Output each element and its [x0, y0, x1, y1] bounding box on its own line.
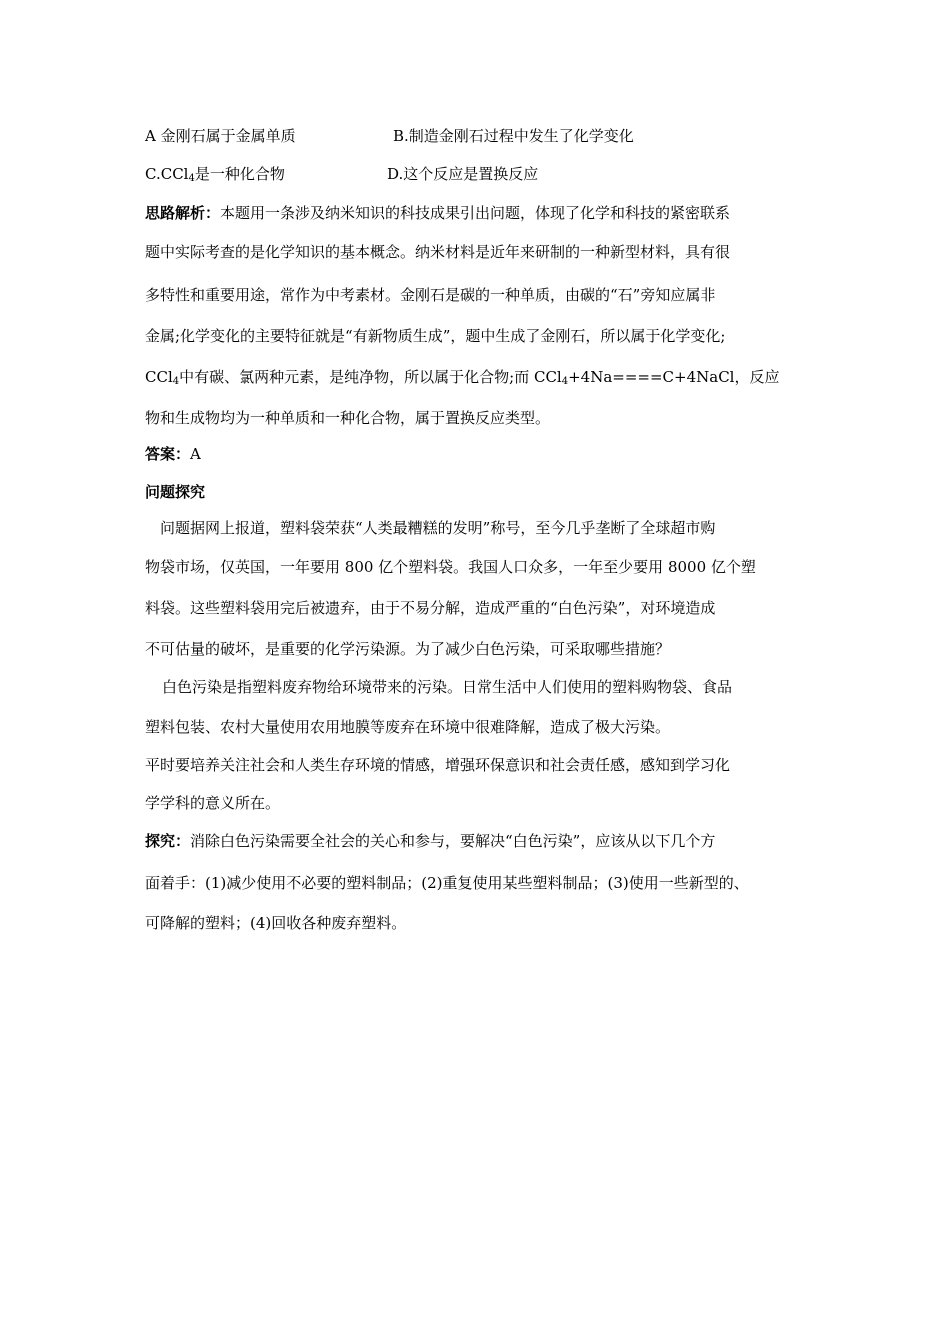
explore-line-2: 面着手：(1)减少使用不必要的塑料制品；(2)重复使用某些塑料制品；(3)使用一些新型的、	[145, 874, 749, 892]
analysis-line-4: 金属;化学变化的主要特征就是“有新物质生成”，题中生成了金刚石，所以属于化学变化;	[145, 327, 726, 345]
analysis-line-2: 题中实际考查的是化学知识的基本概念。纳米材料是近年来研制的一种新型材料，具有很	[145, 243, 731, 261]
option-c-prefix: C.CCl	[145, 165, 189, 183]
answer-line	[145, 444, 201, 464]
analysis-subscript-2: 4	[561, 376, 569, 387]
inquiry-p1-line-3: 料袋。这些塑料袋用完后被遗弃，由于不易分解，造成严重的“白色污染”，对环境造成	[145, 599, 716, 617]
options-row-1	[145, 126, 634, 146]
inquiry-p1-line-4: 不可估量的破坏，是重要的化学污染源。为了减少白色污染，可采取哪些措施？	[145, 640, 671, 658]
inquiry-p2-line-1: 白色污染是指塑料废弃物给环境带来的污染。日常生活中人们使用的塑料购物袋、食品	[162, 678, 733, 696]
analysis-line-1	[145, 203, 730, 223]
option-c-suffix: 是一种化合物	[194, 165, 285, 183]
explore-text-1: 消除白色污染需要全社会的关心和参与，要解决“白色污染”，应该从以下几个方	[190, 832, 716, 850]
answer-label: 答案：	[145, 445, 191, 463]
analysis-text-1: 本题用一条涉及纳米知识的科技成果引出问题，体现了化学和科技的紧密联系	[220, 204, 731, 222]
inquiry-heading: 问题探究	[145, 483, 206, 501]
inquiry-p1-line-2: 物袋市场，仅英国，一年要用 800 亿个塑料袋。我国人口众多，一年至少要用 8000 亿个塑	[145, 558, 756, 576]
analysis-line-6: 物和生成物均为一种单质和一种化合物，属于置换反应类型。	[145, 409, 551, 427]
option-c	[145, 165, 285, 183]
analysis-line-3: 多特性和重要用途，常作为中考素材。金刚石是碳的一种单质，由碳的“石”旁知应属非	[145, 286, 716, 304]
inquiry-p3-line-1: 平时要培养关注社会和人类生存环境的情感，增强环保意识和社会责任感，感知到学习化	[145, 756, 731, 774]
analysis-line-5	[145, 367, 779, 387]
inquiry-p3-line-2: 学学科的意义所在。	[145, 794, 281, 812]
analysis-label: 思路解析：	[145, 204, 221, 222]
option-c-subscript: 4	[188, 173, 195, 184]
answer-value: A	[190, 445, 201, 463]
analysis-text-5c: +4Na====C+4NaCl，反应	[568, 368, 780, 386]
option-b: B.制造金刚石过程中发生了化学变化	[393, 127, 634, 145]
analysis-text-5b: 中有碳、氯两种元素，是纯净物，所以属于化合物;而 CCl	[179, 368, 562, 386]
analysis-ccl-1: CCl	[145, 368, 173, 386]
analysis-subscript-1: 4	[172, 376, 180, 387]
option-d: D.这个反应是置换反应	[387, 165, 539, 183]
inquiry-p1-line-1: 问题据网上报道，塑料袋荣获“人类最糟糕的发明”称号，至今几乎垄断了全球超市购	[160, 519, 716, 537]
options-row-2	[145, 164, 539, 184]
explore-line-1	[145, 831, 715, 851]
explore-line-3: 可降解的塑料；(4)回收各种废弃塑料。	[145, 914, 407, 932]
explore-label: 探究：	[145, 832, 191, 850]
option-a: A 金刚石属于金属单质	[145, 127, 296, 145]
inquiry-p2-line-2: 塑料包装、农村大量使用农用地膜等废弃在环境中很难降解，造成了极大污染。	[145, 718, 671, 736]
